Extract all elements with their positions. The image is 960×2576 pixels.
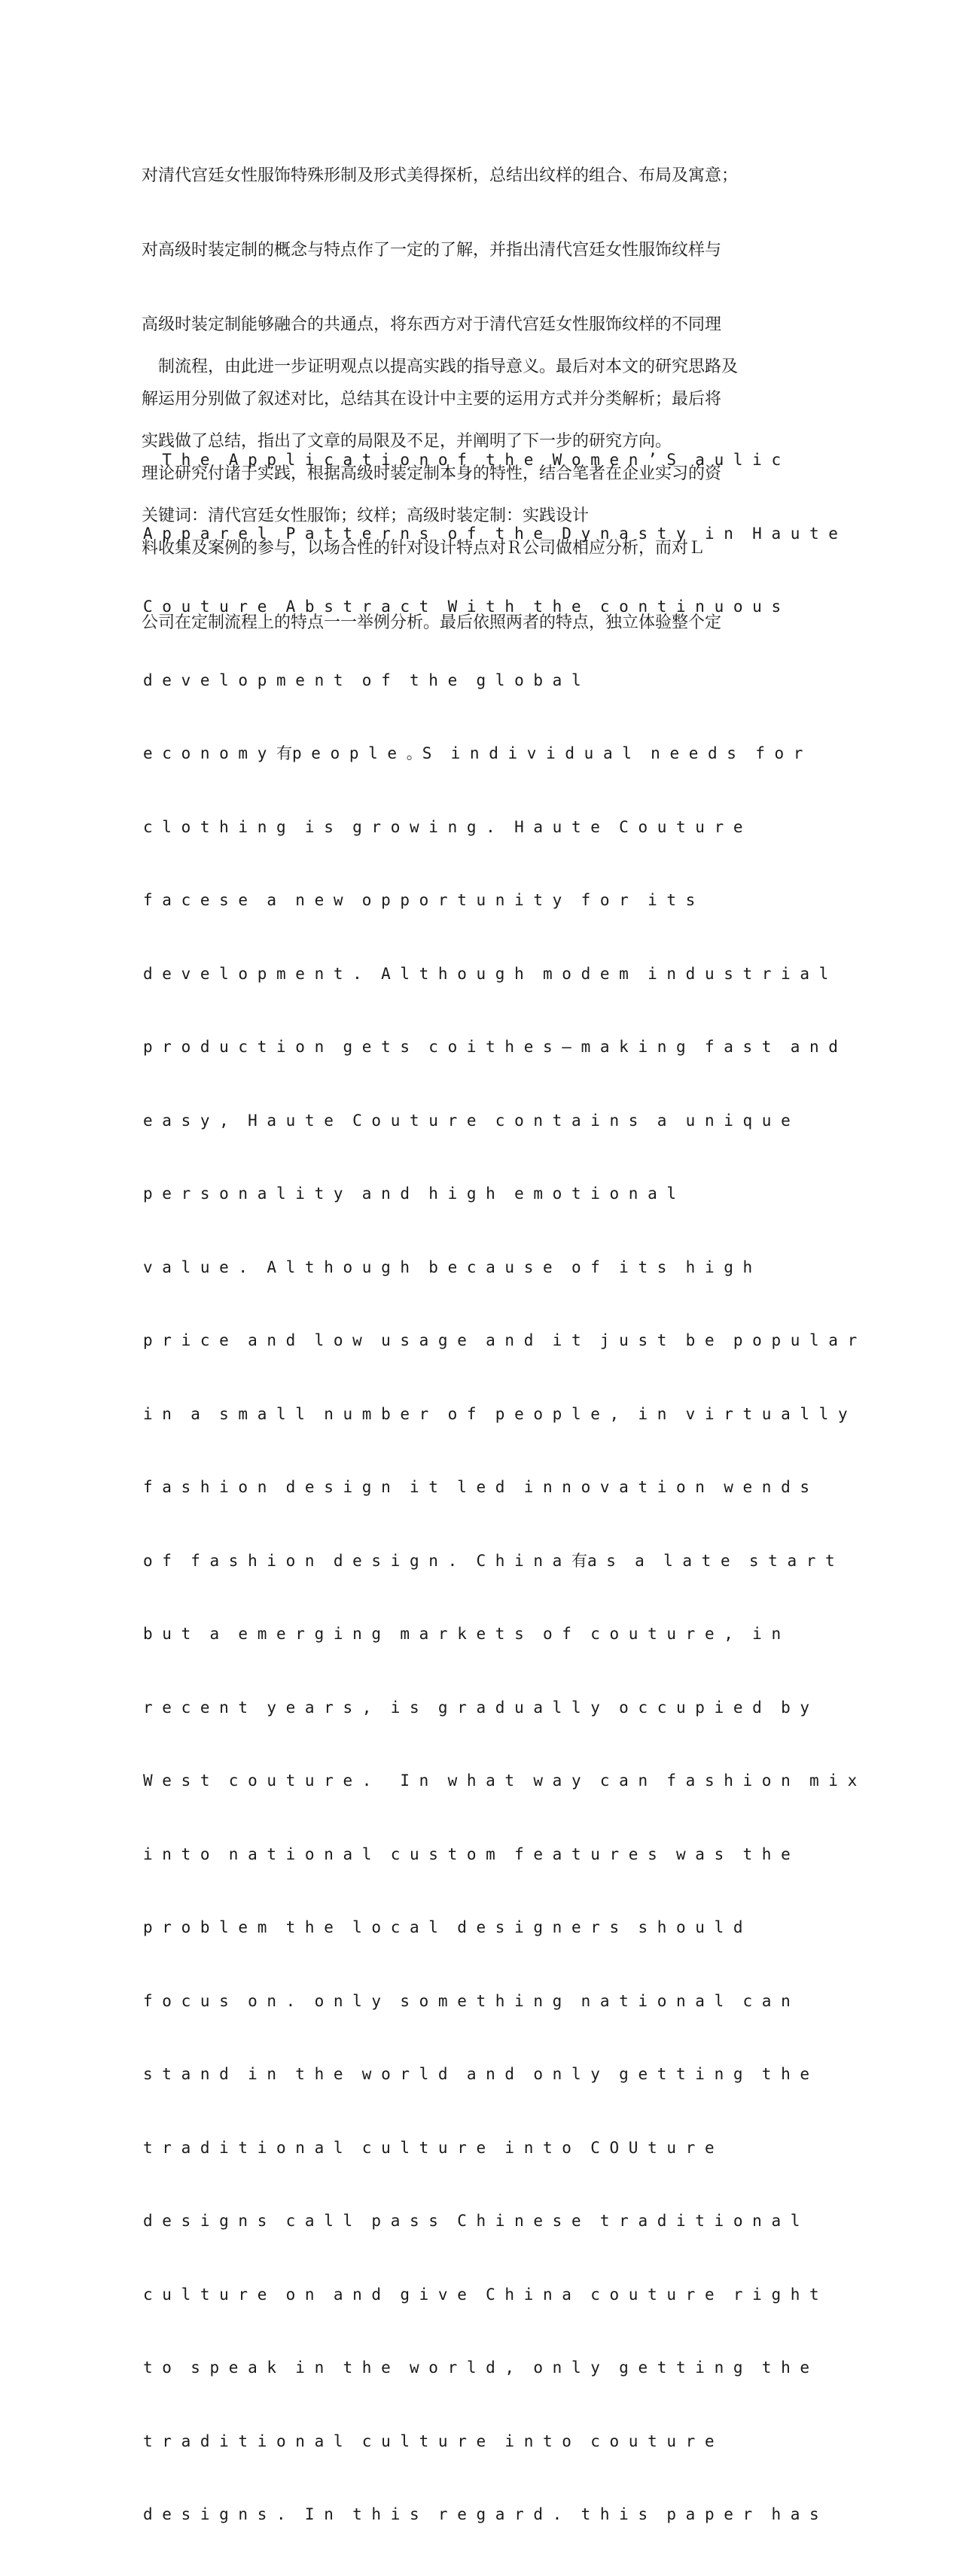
text-line: d e s i g n s . I n t h i s r e g a r d . t h i s p a p e r h a s <box>143 2505 819 2523</box>
text-line: p r i c e a n d l o w u s a g e a n d i t j u s t b e p o p u l a r <box>143 1331 858 1349</box>
text-line: p r o d u c t i o n g e t s c o i t h e s — m a k i n g f a s t a n d <box>143 1038 838 1056</box>
text-line: C o u t u r e A b s t r a c t W i t h t h e c o n t i n u o u s <box>143 598 782 616</box>
text-line: e a s y , H a u t e C o u t u r e c o n t a i n s a u n i q u e <box>143 1111 791 1130</box>
text-line: t r a d i t i o n a l c u l t u r e i n t o C O U t u r e <box>143 2138 715 2157</box>
text-line: A p p a r e l P a t t e r n s o f t h e D y n a s t y i n H a u t e <box>143 524 838 543</box>
text-line: 对高级时装定制的概念与特点作了一定的了解，并指出清代宫廷女性服饰纹样与 <box>142 241 722 260</box>
text-line: b u t a e m e r g i n g m a r k e t s o f c o u t u r e , i n <box>143 1625 782 1643</box>
text-line: d e v e l o p m e n t . A l t h o u g h m o d e m i n d u s t r i a l <box>143 964 829 983</box>
text-line: 高级时装定制能够融合的共通点，将东西方对于清代宫廷女性服饰纹样的不同理 <box>142 315 722 334</box>
text-line: T h e A p p l i c a t i o n o f t h e W o m e n ’ S a u l i c <box>143 451 782 469</box>
text-line: 理论研究付诸于实践，根据高级时装定制本身的特性，结合笔者在企业实习的资 <box>142 464 722 483</box>
text-line: d e s i g n s c a l l p a s s C h i n e s e t r a d i t i o n a l <box>143 2212 800 2230</box>
text-line: r e c e n t y e a r s , i s g r a d u a l l y o c c u p i e d b y <box>143 1698 810 1717</box>
text-line: d e v e l o p m e n t o f t h e g l o b a l <box>143 671 581 689</box>
text-line: t o s p e a k i n t h e w o r l d , o n l y g e t t i n g t h e <box>143 2359 810 2377</box>
text-line: 制流程，由此进一步证明观点以提高实践的指导意义。最后对本文的研究思路及 <box>142 357 739 376</box>
text-line: i n a s m a l l n u m b e r o f p e o p l e , i n v i r t u a l l y <box>143 1404 848 1423</box>
text-line: f o c u s o n . o n l y s o m e t h i n g n a t i o n a l c a n <box>143 1991 791 2010</box>
abstract-en-paragraph <box>143 399 858 2576</box>
text-line: s t a n d i n t h e w o r l d a n d o n l y g e t t i n g t h e <box>143 2065 810 2083</box>
text-line: c u l t u r e o n a n d g i v e C h i n a c o u t u r e r i g h t <box>143 2285 819 2304</box>
text-line: p e r s o n a l i t y a n d h i g h e m o t i o n a l <box>143 1185 677 1203</box>
text-line: o f f a s h i o n d e s i g n . C h i n a 有a s a l a t e s t a r t <box>143 1551 835 1570</box>
text-line: 料收集及案例的参与，以场合性的针对设计特点对Ｒ公司做相应分析，而对Ｌ <box>142 539 706 558</box>
text-line: 公司在定制流程上的特点一一举例分析。最后依照两者的特点，独立体验整个定 <box>142 613 722 632</box>
text-line: t r a d i t i o n a l c u l t u r e i n t o c o u t u r e <box>143 2432 715 2450</box>
text-line: 对清代宫廷女性服饰特殊形制及形式美得探析，总结出纹样的组合、布局及寓意； <box>142 166 739 185</box>
text-line: v a l u e . A l t h o u g h b e c a u s e o f i t s h i g h <box>143 1258 753 1276</box>
text-line: e c o n o m y 有p e o p l e 。S i n d i v i d u a l n e e d s f o r <box>143 744 803 762</box>
keywords-line: 关键词：清代宫廷女性服饰；纹样；高级时装定制：实践设计 <box>142 506 590 525</box>
text-line: 实践做了总结，指出了文章的局限及不足，并阐明了下一步的研究方向。 <box>142 432 672 451</box>
text-line: f a s h i o n d e s i g n i t l e d i n n o v a t i o n w e n d s <box>143 1478 810 1496</box>
text-line: 解运用分别做了叙述对比，总结其在设计中主要的运用方式并分类解析；最后将 <box>142 390 722 409</box>
text-line: f a c e s e a n e w o p p o r t u n i t y f o r i t s <box>143 891 696 909</box>
text-line: c l o t h i n g i s g r o w i n g . H a u t e C o u t u r e <box>143 817 743 836</box>
text-line: W e s t c o u t u r e . I n w h a t w a y c a n f a s h i o n m i x <box>143 1772 858 1790</box>
text-line: p r o b l e m t h e l o c a l d e s i g n e r s s h o u l d <box>143 1918 743 1936</box>
text-line: i n t o n a t i o n a l c u s t o m f e a t u r e s w a s t h e <box>143 1845 791 1863</box>
